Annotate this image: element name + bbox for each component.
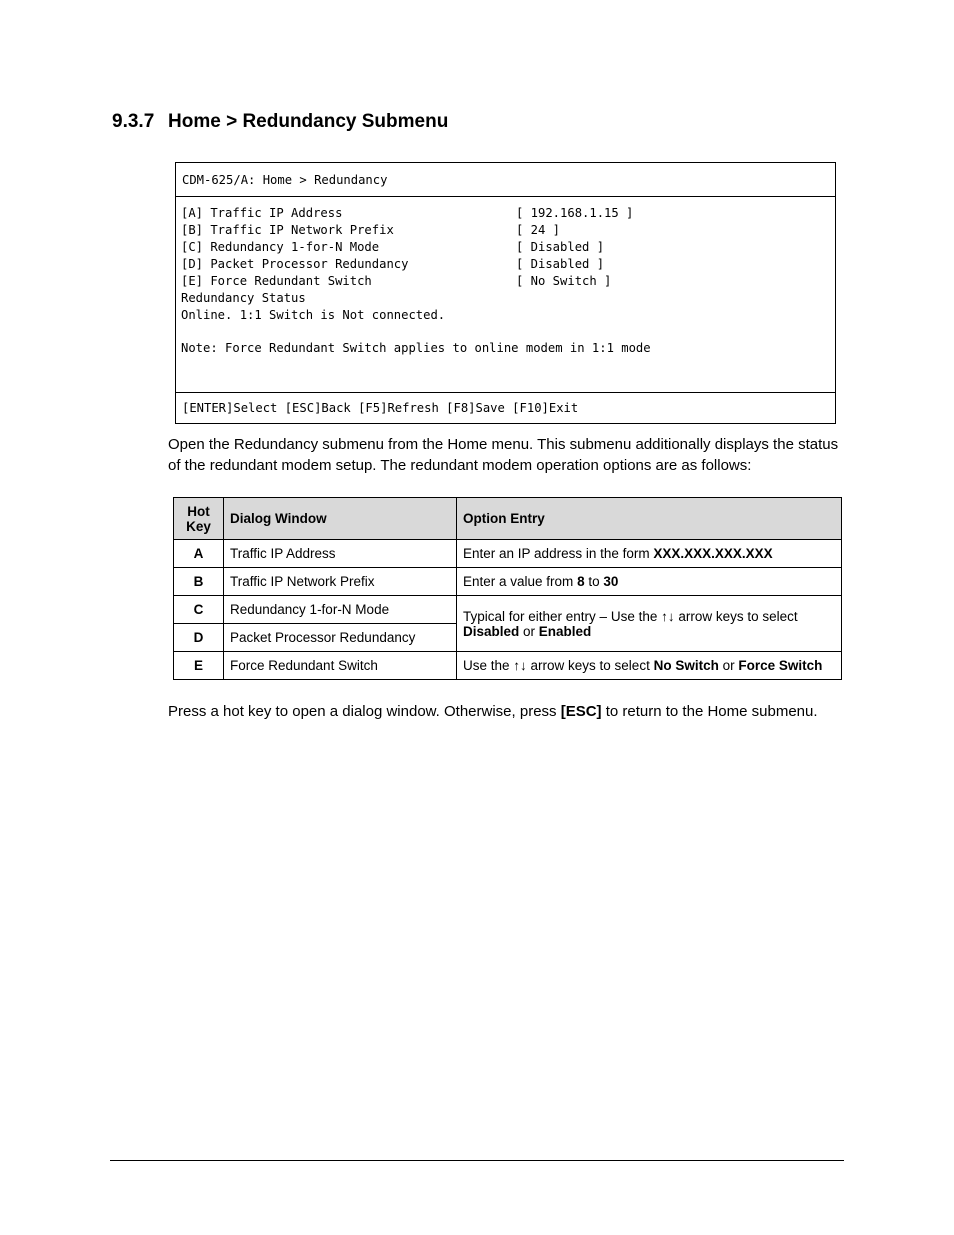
row-d-key: D — [174, 624, 224, 652]
row-a-dialog: Traffic IP Address — [224, 540, 457, 568]
header-option-entry: Option Entry — [457, 498, 842, 540]
row-cd-option-mid: or — [519, 623, 539, 639]
row-cd-option — [457, 596, 842, 652]
row-cd-option-enabled: Enabled — [538, 623, 592, 639]
header-dialog-window: Dialog Window — [224, 498, 457, 540]
menu-item-d-label: [D] Packet Processor Redundancy — [181, 257, 409, 271]
row-e-option-force: Force Switch — [738, 658, 823, 673]
section-heading — [112, 111, 448, 133]
row-a-key: A — [174, 540, 224, 568]
menu-item-b-value: [ 24 ] — [516, 223, 561, 237]
terminal-footer-keys: [ENTER]Select [ESC]Back [F5]Refresh [F8]Save [F10]Exit — [182, 401, 579, 415]
section-number: 9.3.7 — [112, 111, 155, 132]
table-header-row — [174, 498, 842, 540]
row-a-option-format: XXX.XXX.XXX.XXX — [653, 546, 773, 561]
row-c-dialog: Redundancy 1-for-N Mode — [224, 596, 457, 624]
row-b-option-text: Enter a value from — [463, 574, 578, 589]
row-b-option — [457, 568, 842, 596]
closing-text-post: to return to the Home submenu. — [601, 703, 818, 720]
row-e-dialog: Force Redundant Switch — [224, 652, 457, 680]
menu-item-a-label: [A] Traffic IP Address — [181, 206, 343, 220]
closing-esc-key: [ESC] — [560, 703, 602, 720]
closing-paragraph — [168, 701, 848, 722]
table-row — [174, 652, 842, 680]
row-cd-option-disabled: Disabled — [463, 623, 520, 639]
menu-item-e-label: [E] Force Redundant Switch — [181, 274, 372, 288]
row-e-option-mid: or — [718, 658, 739, 673]
row-b-key: B — [174, 568, 224, 596]
row-e-key: E — [174, 652, 224, 680]
redundancy-status-text: Online. 1:1 Switch is Not connected. — [181, 308, 446, 322]
row-d-dialog: Packet Processor Redundancy — [224, 624, 457, 652]
row-b-option-min: 8 — [577, 574, 585, 589]
header-hot-key: Hot Key — [174, 498, 224, 540]
options-table — [173, 497, 842, 680]
row-b-option-max: 30 — [603, 574, 619, 589]
menu-item-c-label: [C] Redundancy 1-for-N Mode — [181, 240, 380, 254]
terminal-screen — [175, 162, 836, 424]
menu-item-d-value: [ Disabled ] — [516, 257, 605, 271]
menu-item-c-value: [ Disabled ] — [516, 240, 605, 254]
row-a-option-text: Enter an IP address in the form — [463, 546, 654, 561]
row-b-dialog: Traffic IP Network Prefix — [224, 568, 457, 596]
section-title: Home > Redundancy Submenu — [168, 111, 449, 132]
terminal-note: Note: Force Redundant Switch applies to online modem in 1:1 mode — [181, 341, 651, 355]
terminal-header-text: CDM-625/A: Home > Redundancy — [182, 173, 388, 187]
menu-item-a-value: [ 192.168.1.15 ] — [516, 206, 634, 220]
table-row — [174, 568, 842, 596]
terminal-header — [176, 163, 835, 197]
menu-item-b-label: [B] Traffic IP Network Prefix — [181, 223, 394, 237]
row-a-option — [457, 540, 842, 568]
intro-paragraph: Open the Redundancy submenu from the Home menu. This submenu additionally displays the status of the redundant modem setup. The redundant modem operation options are as follows: — [168, 436, 839, 474]
row-c-key: C — [174, 596, 224, 624]
row-e-option-noswitch: No Switch — [653, 658, 719, 673]
page-footer-rule — [110, 1160, 844, 1161]
row-e-option-text: Use the ↑↓ arrow keys to select — [463, 658, 654, 673]
redundancy-status-label: Redundancy Status — [181, 291, 306, 305]
closing-text-pre: Press a hot key to open a dialog window. Otherwise, press — [168, 703, 561, 720]
terminal-footer — [176, 392, 835, 425]
row-e-option — [457, 652, 842, 680]
row-cd-option-text: Typical for either entry – Use the ↑↓ arrow keys to select — [463, 608, 798, 624]
table-row — [174, 540, 842, 568]
table-row — [174, 596, 842, 624]
row-b-option-mid: to — [584, 574, 604, 589]
menu-item-e-value: [ No Switch ] — [516, 274, 612, 288]
